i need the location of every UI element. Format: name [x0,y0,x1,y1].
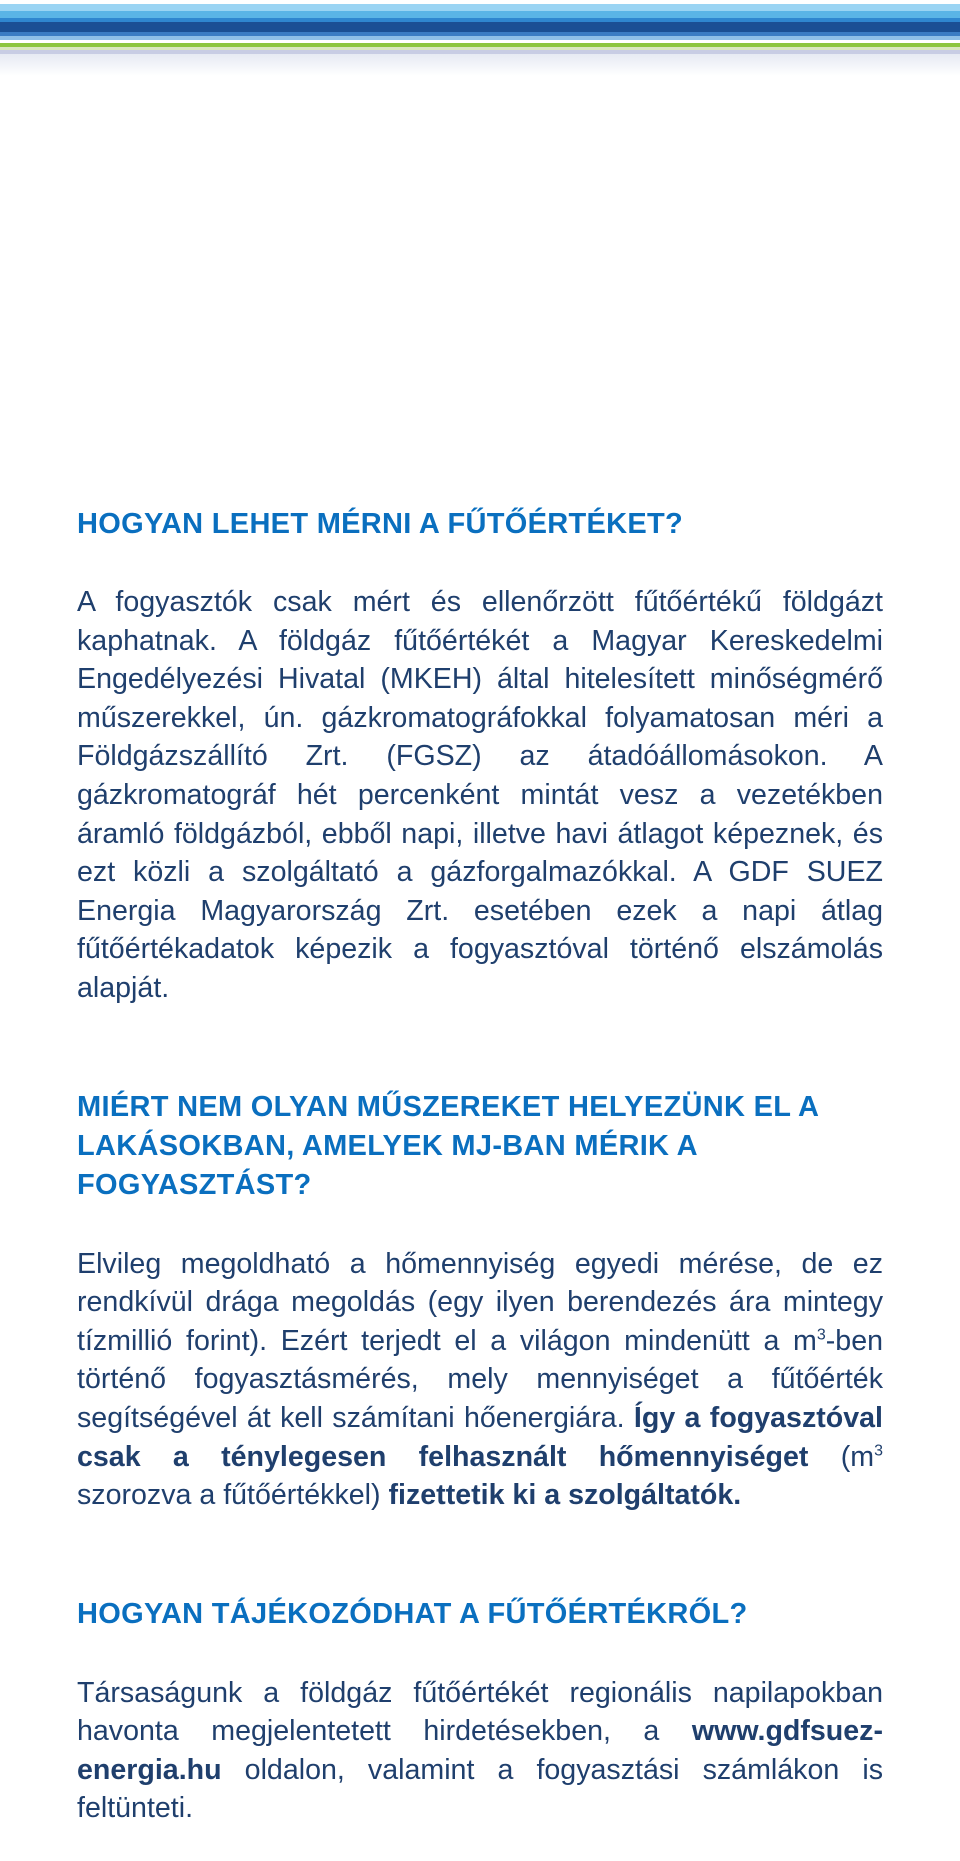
heading-how-to-measure: HOGYAN LEHET MÉRNI A FŰTŐÉRTÉKET? [77,508,684,540]
paragraph-information-sources: Társaságunk a földgáz fűtőértékét regionális napilapokban havonta megjelentetett hirdetésekben, a www.gdfsuez-energia.hu oldalon, valamint a fogyasztási számlákon is feltünteti. [77,1676,883,1825]
emphasis-text: fizettetik ki a szolgáltatók. [388,1479,742,1512]
article-body [77,505,883,1828]
paragraph-measurement: A fogyasztók csak mért és ellenőrzött fűtőértékű földgázt kaphatnak. A földgáz fűtőértékét a Magyar Kereskedelmi Engedélyezési Hivatal (MKEH) által hitelesített minőségmérő műszerekkel, ún. gázkromatográfokkal folyamatosan méri a Földgázszállító Zrt. (FGSZ) az átadóállomásokon. A gázkromatográf hét percenként mintát vesz a vezetékben áramló földgázból, ebből napi, illetve havi átlagot képeznek, és ezt közli a szolgáltató a gázforgalmazókkal. A GDF SUEZ Energia Magyarország Zrt. esetében ezek a napi átlag fűtőértékadatok képezik a fogyasztóval történő elszámolás alapját. [77,586,883,1004]
heading-how-to-get-informed: HOGYAN TÁJÉKOZÓDHAT A FŰTŐÉRTÉKRŐL? [77,1597,748,1630]
superscript: 3 [816,1326,826,1344]
website-link[interactable]: www.gdfsuez-energia.hu [77,1715,883,1786]
superscript: 3 [874,1441,883,1459]
decorative-header-stripes [0,0,960,82]
paragraph-heat-metering: Elvileg megoldható a hőmennyiség egyedi mérése, de ez rendkívül drága megoldás (egy ilyen berendezés ára mintegy tízmillió forint). Ezért terjedt el a világon mindenütt a $m^3$-ben történő fogyasztásmérés, mely mennyiséget a fűtőérték segítségével át kell számítani hőenergiára. Így a fogyasztóval csak a ténylegesen felhasznált hőmennyiséget ($m^3$ szorozva a fűtőértékkel) fizettetik ki a szolgáltatók. [77,1247,883,1512]
heading-why-not-mj-meters: MIÉRT NEM OLYAN MŰSZEREKET HELYEZÜNK EL A LAKÁSOKBAN, AMELYEK MJ-BAN MÉRIK A FOGYASZTÁST? [77,1090,819,1201]
emphasis-text: Így a fogyasztóval csak a ténylegesen felhasznált hőmennyiséget [77,1401,883,1473]
